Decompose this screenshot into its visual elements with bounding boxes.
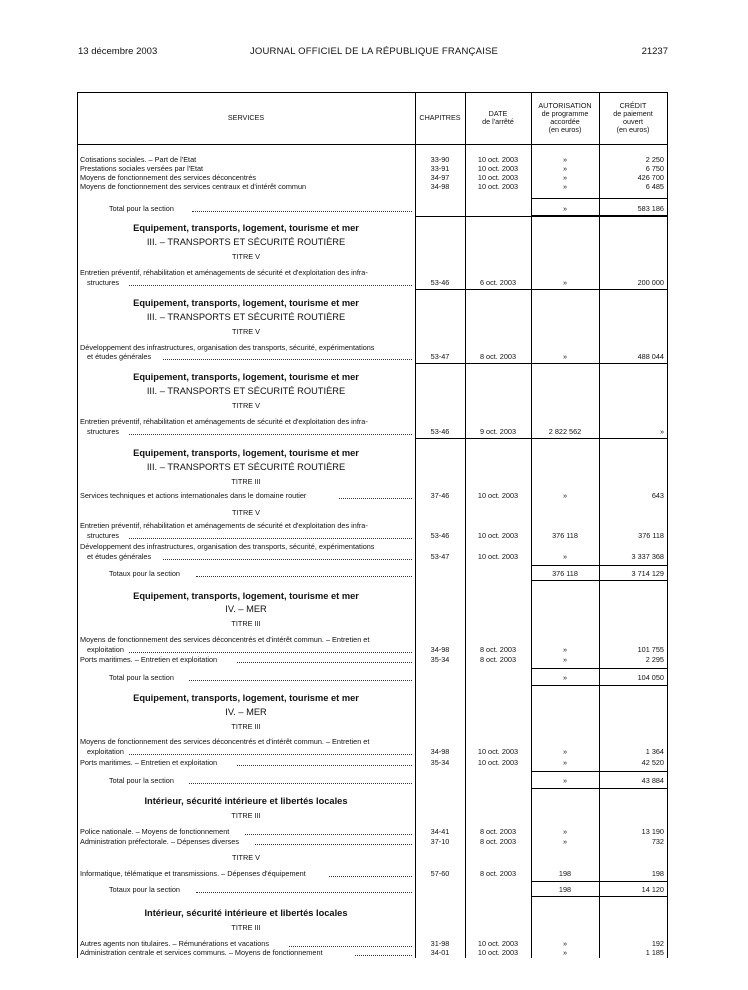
section-rule (415, 438, 668, 439)
row-date: 10 oct. 2003 (477, 758, 519, 767)
row-autorisation: » (562, 491, 568, 500)
leader-dots (329, 876, 412, 877)
total-credit: 43 884 (641, 776, 664, 785)
total-label: Totaux pour la section (109, 569, 180, 578)
row-label: Cotisations sociales. – Part de l'Etat (80, 155, 197, 164)
total-credit: 104 050 (637, 673, 664, 682)
col-cred-label: de paiement (613, 109, 653, 118)
row-label: Prestations sociales versées par l'Etat (80, 164, 204, 173)
row-credit: 13 190 (641, 827, 664, 836)
row-label: structures (87, 278, 120, 287)
row-credit: 42 520 (641, 758, 664, 767)
total-autorisation: 198 (558, 885, 572, 894)
row-label: Entretien préventif, réhabilitation et aménagements de sécurité et d'exploitation des infra- (80, 417, 368, 426)
section-rule (415, 289, 668, 290)
titre-label: TITRE V (232, 327, 260, 336)
row-date: 10 oct. 2003 (477, 939, 519, 948)
col-chapitres-label: CHAPITRES (419, 113, 461, 122)
col-auth-label: (en euros) (548, 125, 582, 134)
leader-dots (129, 434, 412, 435)
row-chapitre: 53-46 (430, 531, 450, 540)
section-subheading: III. – TRANSPORTS ET SÉCURITÉ ROUTIÈRE (146, 312, 346, 322)
row-date: 10 oct. 2003 (477, 747, 519, 756)
row-chapitre: 35-34 (430, 655, 450, 664)
row-credit: 426 700 (637, 173, 664, 182)
row-chapitre: 33-91 (430, 164, 450, 173)
col-autorisation (531, 92, 599, 144)
row-autorisation: » (562, 758, 568, 767)
header-bottom-rule (77, 144, 668, 145)
total-credit: 583 186 (637, 204, 664, 213)
row-date: 8 oct. 2003 (479, 837, 517, 846)
leader-dots (355, 955, 412, 956)
titre-label: TITRE III (231, 923, 261, 932)
titre-label: TITRE V (232, 853, 260, 862)
row-label: Entretien préventif, réhabilitation et aménagements de sécurité et d'exploitation des infra- (80, 268, 368, 277)
leader-dots (289, 946, 412, 947)
total-autorisation: 376 118 (552, 569, 578, 578)
table-rule (77, 92, 78, 958)
section-heading: Equipement, transports, logement, tourisme et mer (133, 693, 359, 703)
col-auth-label: accordée (550, 117, 580, 126)
leader-dots (163, 559, 412, 560)
leader-dots (255, 844, 412, 845)
total-label: Total pour la section (109, 673, 174, 682)
row-label: et études générales (87, 552, 152, 561)
table-rule (667, 92, 668, 958)
row-autorisation: » (562, 939, 568, 948)
journal-title: JOURNAL OFFICIEL DE LA RÉPUBLIQUE FRANÇAISE (249, 46, 499, 57)
row-label: Entretien préventif, réhabilitation et aménagements de sécurité et d'exploitation des infra- (80, 521, 368, 530)
col-auth-label: de programme (541, 109, 589, 118)
row-autorisation: » (562, 182, 568, 191)
row-label: Autres agents non titulaires. – Rémunérations et vacations (80, 939, 270, 948)
row-credit: 376 118 (638, 531, 664, 540)
row-label: Moyens de fonctionnement des services centraux et d'intérêt commun (80, 182, 307, 191)
row-date: 8 oct. 2003 (479, 655, 517, 664)
row-chapitre: 31-98 (430, 939, 450, 948)
row-chapitre: 34-98 (430, 747, 450, 756)
row-credit: 488 044 (637, 352, 664, 361)
titre-label: TITRE III (231, 722, 261, 731)
row-autorisation: » (562, 164, 568, 173)
col-services (77, 92, 415, 144)
row-chapitre: 34-41 (430, 827, 450, 836)
col-date (465, 92, 531, 144)
row-chapitre: 34-98 (430, 645, 450, 654)
leader-dots (189, 680, 412, 681)
leader-dots (237, 765, 412, 766)
section-heading: Equipement, transports, logement, tourisme et mer (133, 298, 359, 308)
row-credit: » (659, 427, 664, 436)
row-date: 10 oct. 2003 (477, 164, 519, 173)
row-label: exploitation (87, 645, 124, 654)
section-subheading: III. – TRANSPORTS ET SÉCURITÉ ROUTIÈRE (146, 237, 346, 247)
section-rule (415, 216, 668, 217)
col-cred-label: (en euros) (616, 125, 650, 134)
row-label: Développement des infrastructures, organisation des transports, sécurité, expérimentations (80, 343, 375, 352)
row-date: 8 oct. 2003 (479, 869, 517, 878)
leader-dots (339, 498, 412, 499)
row-chapitre: 53-46 (430, 278, 450, 287)
leader-dots (129, 652, 412, 653)
row-credit: 2 295 (645, 655, 664, 664)
leader-dots (192, 211, 412, 212)
row-label: et études générales (87, 352, 152, 361)
row-credit: 192 (651, 939, 664, 948)
row-label: Ports maritimes. – Entretien et exploitation (80, 655, 218, 664)
section-subheading: III. – TRANSPORTS ET SÉCURITÉ ROUTIÈRE (146, 386, 346, 396)
budget-table (77, 92, 668, 958)
row-date: 10 oct. 2003 (477, 173, 519, 182)
section-subheading: IV. – MER (225, 604, 267, 614)
row-label: Administration centrale et services communs. – Moyens de fonctionnement (80, 948, 323, 957)
row-autorisation: 198 (558, 869, 572, 878)
row-autorisation: » (562, 747, 568, 756)
leader-dots (129, 538, 412, 539)
total-label: Total pour la section (109, 776, 174, 785)
row-credit: 1 185 (645, 948, 664, 957)
leader-dots (245, 834, 412, 835)
titre-label: TITRE V (232, 252, 260, 261)
row-date: 8 oct. 2003 (479, 645, 517, 654)
row-credit: 2 250 (645, 155, 664, 164)
titre-label: TITRE V (232, 508, 260, 517)
col-date-label: DATE (488, 109, 508, 118)
row-date: 8 oct. 2003 (479, 352, 517, 361)
row-chapitre: 33-90 (430, 155, 450, 164)
row-credit: 3 337 368 (631, 552, 664, 561)
leader-dots (196, 892, 412, 893)
row-credit: 1 364 (645, 747, 664, 756)
row-date: 10 oct. 2003 (477, 155, 519, 164)
total-label: Total pour la section (109, 204, 174, 213)
row-date: 10 oct. 2003 (477, 182, 519, 191)
row-chapitre: 53-47 (430, 352, 450, 361)
page-number: 21237 (641, 46, 668, 57)
section-heading: Intérieur, sécurité intérieure et libertés locales (144, 908, 348, 918)
row-autorisation: » (562, 173, 568, 182)
row-credit: 198 (651, 869, 664, 878)
col-cred-label: CRÉDIT (619, 101, 647, 110)
col-auth-label: AUTORISATION (538, 101, 592, 110)
leader-dots (189, 783, 412, 784)
total-autorisation: » (562, 776, 568, 785)
row-autorisation: » (562, 155, 568, 164)
row-chapitre: 34-97 (430, 173, 450, 182)
row-label: Développement des infrastructures, organisation des transports, sécurité, expérimentations (80, 542, 375, 551)
leader-dots (163, 359, 412, 360)
row-label: Services techniques et actions internationales dans le domaine routier (80, 491, 307, 500)
row-chapitre: 37-10 (430, 837, 450, 846)
row-label: structures (87, 531, 120, 540)
leader-dots (237, 662, 412, 663)
row-autorisation: » (562, 837, 568, 846)
col-credit (599, 92, 667, 144)
row-autorisation: » (562, 352, 568, 361)
section-heading: Equipement, transports, logement, tourisme et mer (133, 223, 359, 233)
col-cred-label: ouvert (623, 117, 643, 126)
section-heading: Equipement, transports, logement, tourisme et mer (133, 372, 359, 382)
row-label: Informatique, télématique et transmissions. – Dépenses d'équipement (80, 869, 306, 878)
row-credit: 101 755 (637, 645, 664, 654)
leader-dots (129, 285, 412, 286)
row-autorisation: » (562, 278, 568, 287)
row-label: exploitation (87, 747, 124, 756)
row-credit: 6 750 (645, 164, 664, 173)
total-credit: 14 120 (641, 885, 664, 894)
col-services-label: SERVICES (227, 113, 265, 122)
row-date: 10 oct. 2003 (477, 948, 519, 957)
titre-label: TITRE III (231, 811, 261, 820)
row-chapitre: 35-34 (430, 758, 450, 767)
total-label: Totaux pour la section (109, 885, 180, 894)
leader-dots (196, 576, 412, 577)
row-chapitre: 34-01 (430, 948, 450, 957)
row-chapitre: 57-60 (430, 869, 450, 878)
row-label: Moyens de fonctionnement des services déconcentrés et d'intérêt commun. – Entretien et (80, 635, 370, 644)
row-chapitre: 53-47 (430, 552, 450, 561)
row-date: 10 oct. 2003 (477, 531, 519, 540)
section-rule (415, 363, 668, 364)
total-autorisation: » (562, 673, 568, 682)
row-label: Moyens de fonctionnement des services déconcentrés (80, 173, 257, 182)
row-label: Police nationale. – Moyens de fonctionnement (80, 827, 230, 836)
row-label: Ports maritimes. – Entretien et exploitation (80, 758, 218, 767)
section-heading: Equipement, transports, logement, tourisme et mer (133, 448, 359, 458)
row-chapitre: 53-46 (430, 427, 450, 436)
section-subheading: IV. – MER (225, 707, 267, 717)
row-credit: 200 000 (637, 278, 664, 287)
row-autorisation: » (562, 552, 568, 561)
row-date: 10 oct. 2003 (477, 491, 519, 500)
row-label: Moyens de fonctionnement des services déconcentrés et d'intérêt commun. – Entretien et (80, 737, 370, 746)
row-autorisation: » (562, 645, 568, 654)
row-autorisation: » (562, 827, 568, 836)
row-autorisation: 2 822 562 (548, 427, 582, 436)
header-date: 13 décembre 2003 (78, 46, 158, 57)
row-date: 9 oct. 2003 (479, 427, 517, 436)
section-subheading: III. – TRANSPORTS ET SÉCURITÉ ROUTIÈRE (146, 462, 346, 472)
row-date: 8 oct. 2003 (479, 827, 517, 836)
leader-dots (129, 754, 412, 755)
row-label: Administration préfectorale. – Dépenses diverses (80, 837, 239, 846)
total-credit: 3 714 129 (631, 569, 664, 578)
row-credit: 643 (651, 491, 664, 500)
row-chapitre: 34-98 (430, 182, 450, 191)
row-credit: 732 (651, 837, 664, 846)
titre-label: TITRE III (231, 477, 261, 486)
row-autorisation: » (562, 948, 568, 957)
row-date: 10 oct. 2003 (477, 552, 519, 561)
titre-label: TITRE III (231, 619, 261, 628)
row-credit: 6 485 (645, 182, 664, 191)
section-heading: Equipement, transports, logement, tourisme et mer (133, 591, 359, 601)
section-heading: Intérieur, sécurité intérieure et libertés locales (144, 796, 348, 806)
row-chapitre: 37-46 (430, 491, 450, 500)
row-date: 6 oct. 2003 (479, 278, 517, 287)
total-autorisation: » (562, 204, 568, 213)
col-date-label: de l'arrêté (482, 117, 514, 126)
titre-label: TITRE V (232, 401, 260, 410)
col-chapitres (415, 92, 465, 144)
row-label: structures (87, 427, 120, 436)
row-autorisation: » (562, 655, 568, 664)
row-autorisation: 376 118 (552, 531, 578, 540)
